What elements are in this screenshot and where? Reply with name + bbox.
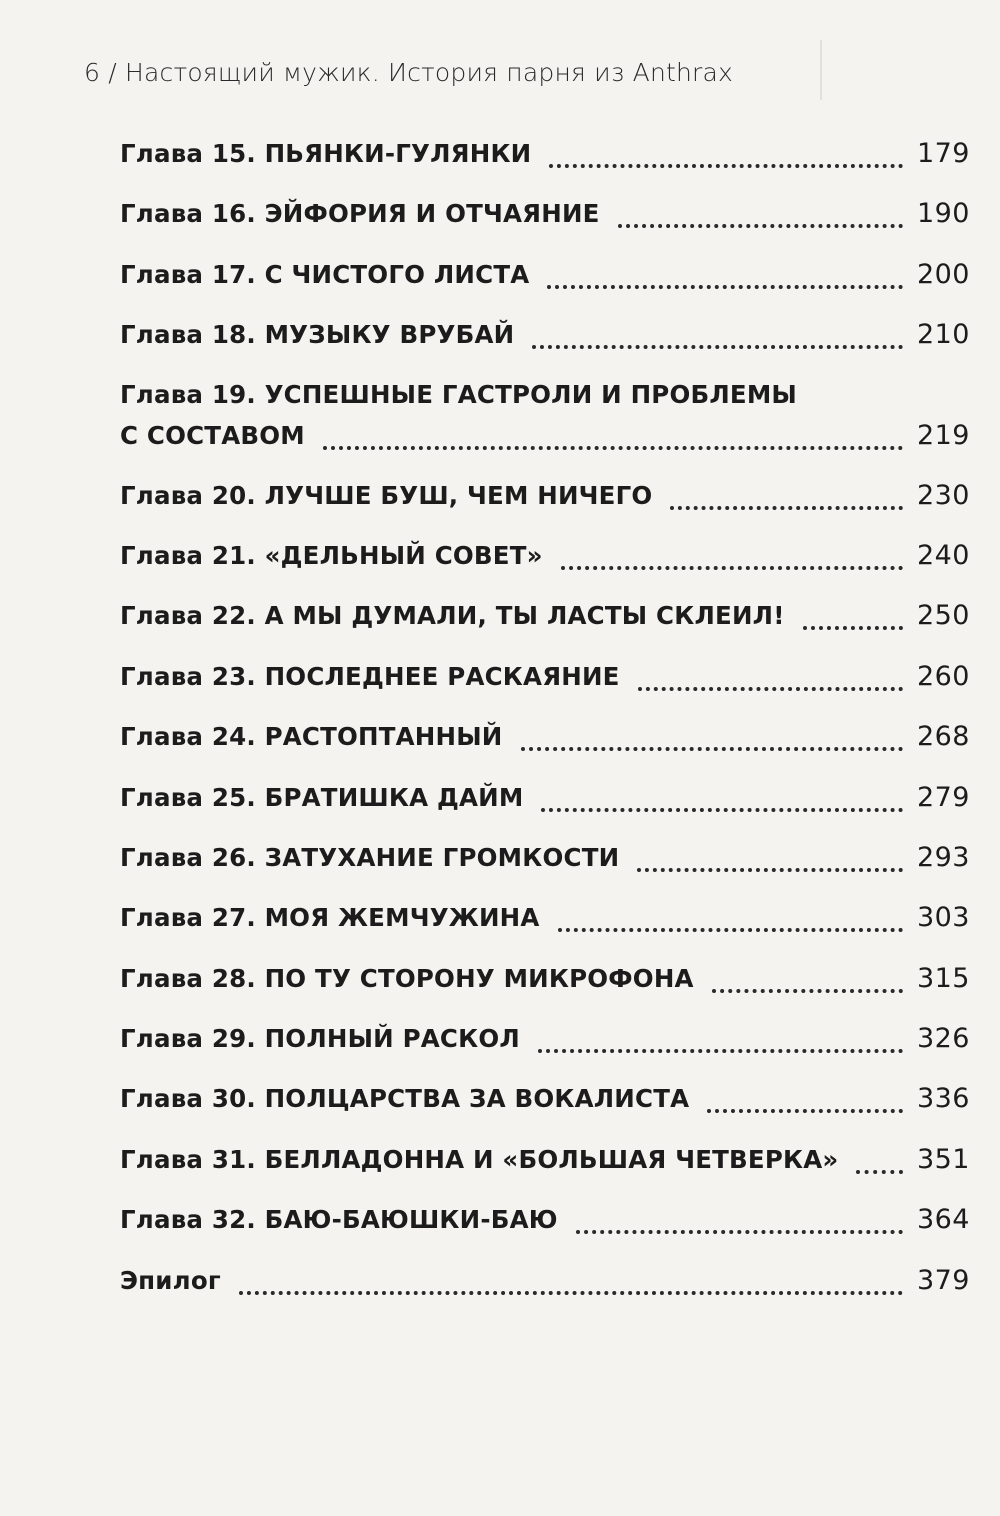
toc-page-number: 279 [916,781,970,813]
toc-entry [120,842,970,902]
toc-page-number: 293 [916,841,970,873]
toc-entry-title: Глава 21. «ДЕЛЬНЫЙ СОВЕТ» [120,540,543,570]
dot-leader [670,506,903,510]
toc-entry [120,1083,970,1143]
dot-leader [549,164,903,168]
toc-entry [120,1144,970,1204]
toc-entry-title: Глава 27. МОЯ ЖЕМЧУЖИНА [120,903,540,933]
toc-entry [120,782,970,842]
dot-leader [561,566,903,570]
toc-page-number: 210 [916,319,970,351]
toc-page-number: 200 [916,258,970,290]
dot-leader [532,345,903,349]
toc-entry [120,661,970,721]
toc-entry-title: Глава 32. БАЮ-БАЮШКИ-БАЮ [120,1205,558,1235]
dot-leader [637,868,903,872]
toc-page-number: 303 [916,902,970,934]
toc-entry-title: Глава 19. УСПЕШНЫЕ ГАСТРОЛИ И ПРОБЛЕМЫ [120,379,797,409]
toc-page-number: 351 [916,1143,970,1175]
dot-leader [558,928,903,932]
running-header: 6 / Настоящий мужик. История парня из Anthrax [84,58,734,87]
toc-page-number: 230 [916,479,970,511]
toc-entry-title: Глава 16. ЭЙФОРИЯ И ОТЧАЯНИЕ [120,199,600,229]
toc-entry [120,721,970,781]
dot-leader [707,1109,903,1113]
toc-page-number: 364 [916,1204,970,1236]
dot-leader [803,626,903,630]
dot-leader [576,1230,903,1234]
toc-entry-title: Глава 22. А МЫ ДУМАЛИ, ТЫ ЛАСТЫ СКЛЕИЛ! [120,601,785,631]
toc-page-number: 379 [916,1264,970,1296]
toc-entry-title: Глава 28. ПО ТУ СТОРОНУ МИКРОФОНА [120,963,694,993]
toc-entry-title: Глава 15. ПЬЯНКИ-ГУЛЯНКИ [120,139,532,168]
page-fold-shadow [820,40,822,100]
toc-entry-title: Глава 23. ПОСЛЕДНЕЕ РАСКАЯНИЕ [120,661,620,691]
toc-page-number: 260 [916,660,970,692]
toc-page-number: 326 [916,1023,970,1055]
toc-page-number: 315 [916,962,970,994]
dot-leader [547,285,903,289]
dot-leader [521,747,903,751]
dot-leader [538,1049,903,1053]
toc-entry-title: Глава 24. РАСТОПТАННЫЙ [120,722,503,752]
toc-entry [120,1265,970,1325]
toc-entry [120,319,970,379]
toc-page-number: 336 [916,1083,970,1115]
toc-page-number: 250 [916,600,970,632]
toc-entry-title: Глава 30. ПОЛЦАРСТВА ЗА ВОКАЛИСТА [120,1084,690,1114]
toc-entry-title: Глава 26. ЗАТУХАНИЕ ГРОМКОСТИ [120,842,620,872]
toc-entry-title: Глава 17. С ЧИСТОГО ЛИСТА [120,259,530,289]
toc-page-number: 240 [916,539,970,571]
dot-leader [323,446,903,450]
dot-leader [541,808,903,812]
toc-entry [120,480,970,540]
toc-entry-title: Глава 29. ПОЛНЫЙ РАСКОЛ [120,1024,520,1054]
toc-entry-title: Эпилог [120,1265,221,1295]
toc-entry-title-continued: С СОСТАВОМ [120,420,305,450]
toc-entry [120,1023,970,1083]
toc-entry [120,259,970,319]
toc-entry-title: Глава 20. ЛУЧШЕ БУШ, ЧЕМ НИЧЕГО [120,480,653,510]
toc-entry [120,198,970,258]
toc-page-number: 179 [916,138,970,169]
dot-leader [239,1291,903,1295]
toc-page-number: 219 [916,419,970,451]
toc-page-number: 190 [916,198,970,230]
toc-entry-title: Глава 18. МУЗЫКУ ВРУБАЙ [120,320,515,350]
toc-entry-title: Глава 25. БРАТИШКА ДАЙМ [120,782,524,812]
toc-entry [120,380,970,480]
dot-leader [618,224,903,228]
toc-entry-title: Глава 31. БЕЛЛАДОННА И «БОЛЬШАЯ ЧЕТВЕРКА» [120,1144,839,1174]
table-of-contents [120,138,970,1325]
dot-leader [856,1170,903,1174]
toc-entry [120,138,970,198]
toc-entry [120,963,970,1023]
toc-page-number: 268 [916,721,970,753]
toc-entry [120,1204,970,1264]
toc-entry [120,540,970,600]
dot-leader [712,989,903,993]
dot-leader [638,687,903,691]
toc-entry [120,902,970,962]
toc-entry [120,600,970,660]
